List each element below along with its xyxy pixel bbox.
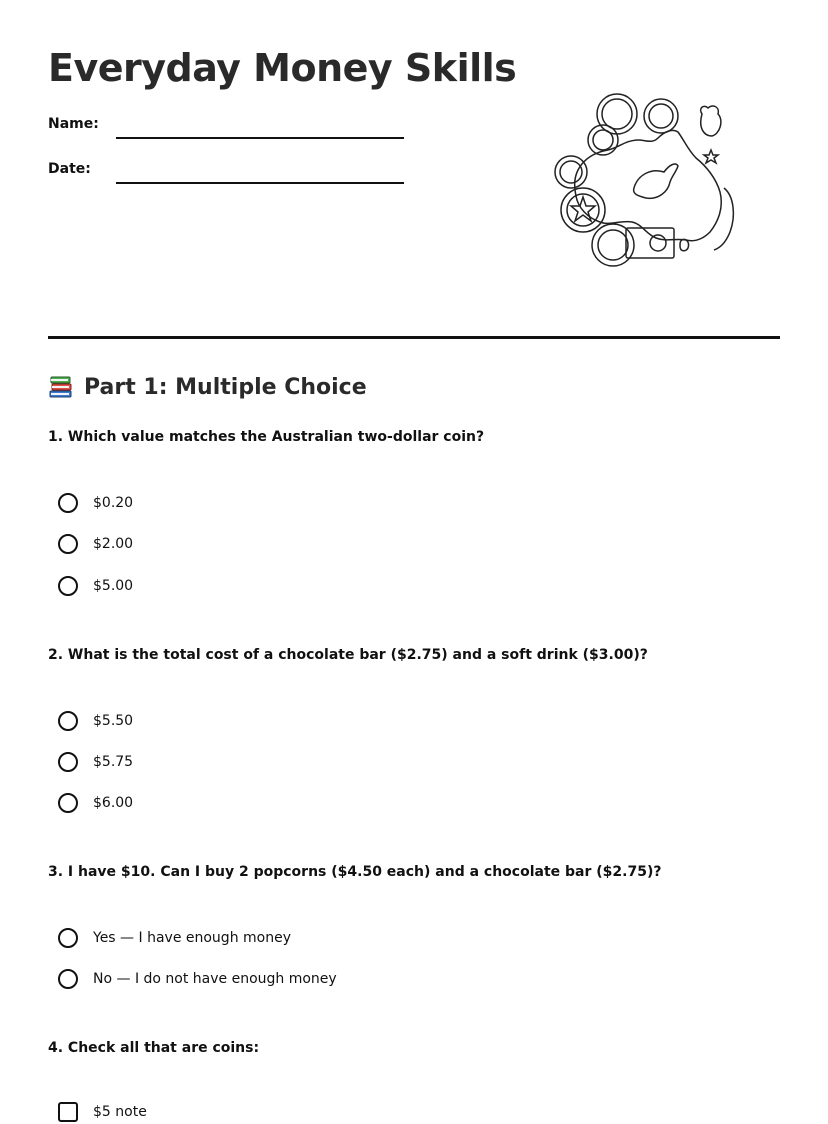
australia-coins-illustration (548, 92, 738, 268)
option-label: $2.00 (93, 536, 134, 552)
option-label: Yes — I have enough money (93, 930, 291, 946)
radio-button[interactable] (58, 928, 78, 948)
q2-option-1[interactable] (58, 709, 133, 733)
koala-shape (701, 106, 721, 136)
question-4: 4. Check all that are coins: (48, 1040, 260, 1056)
part1-title-text: Part 1: Multiple Choice (84, 374, 367, 400)
checkbox[interactable] (58, 1102, 78, 1122)
radio-button[interactable] (58, 969, 78, 989)
question-3: 3. I have $10. Can I buy 2 popcorns ($4.50 each) and a chocolate bar ($2.75)? (48, 864, 662, 880)
radio-button[interactable] (58, 711, 78, 731)
date-field-row (48, 161, 404, 177)
name-field-row (48, 116, 404, 132)
option-label: $6.00 (93, 795, 134, 811)
cape-outline (714, 188, 733, 250)
small-star (704, 150, 718, 163)
radio-button[interactable] (58, 793, 78, 813)
question-1: 1. Which value matches the Australian two-dollar coin? (48, 429, 485, 445)
option-label: No — I do not have enough money (93, 971, 337, 987)
q1-option-3[interactable] (58, 574, 133, 598)
q1-option-1[interactable] (58, 491, 133, 515)
radio-button[interactable] (58, 534, 78, 554)
name-label: Name: (48, 116, 99, 132)
radio-button[interactable] (58, 576, 78, 596)
q2-option-3[interactable] (58, 791, 133, 815)
section-divider (48, 336, 780, 339)
q2-option-2[interactable] (58, 750, 133, 774)
q1-option-2[interactable] (58, 532, 133, 556)
kangaroo-shape (634, 164, 678, 198)
coin-1 (597, 94, 637, 134)
option-label: $0.20 (93, 495, 134, 511)
radio-button[interactable] (58, 752, 78, 772)
option-label: $5.50 (93, 713, 134, 729)
radio-button[interactable] (58, 493, 78, 513)
part1-title (48, 374, 367, 400)
option-label: $5 note (93, 1104, 147, 1120)
question-2: 2. What is the total cost of a chocolate bar ($2.75) and a soft drink ($3.00)? (48, 647, 648, 663)
name-input-line[interactable] (116, 137, 404, 139)
page-title: Everyday Money Skills (48, 46, 517, 90)
q3-option-2[interactable] (58, 967, 337, 991)
books-icon (48, 374, 74, 400)
date-input-line[interactable] (116, 182, 404, 184)
tasmania-outline (680, 239, 689, 250)
q4-option-1[interactable] (58, 1100, 147, 1124)
option-label: $5.75 (93, 754, 134, 770)
q3-option-1[interactable] (58, 926, 291, 950)
date-label: Date: (48, 161, 91, 177)
option-label: $5.00 (93, 578, 134, 594)
